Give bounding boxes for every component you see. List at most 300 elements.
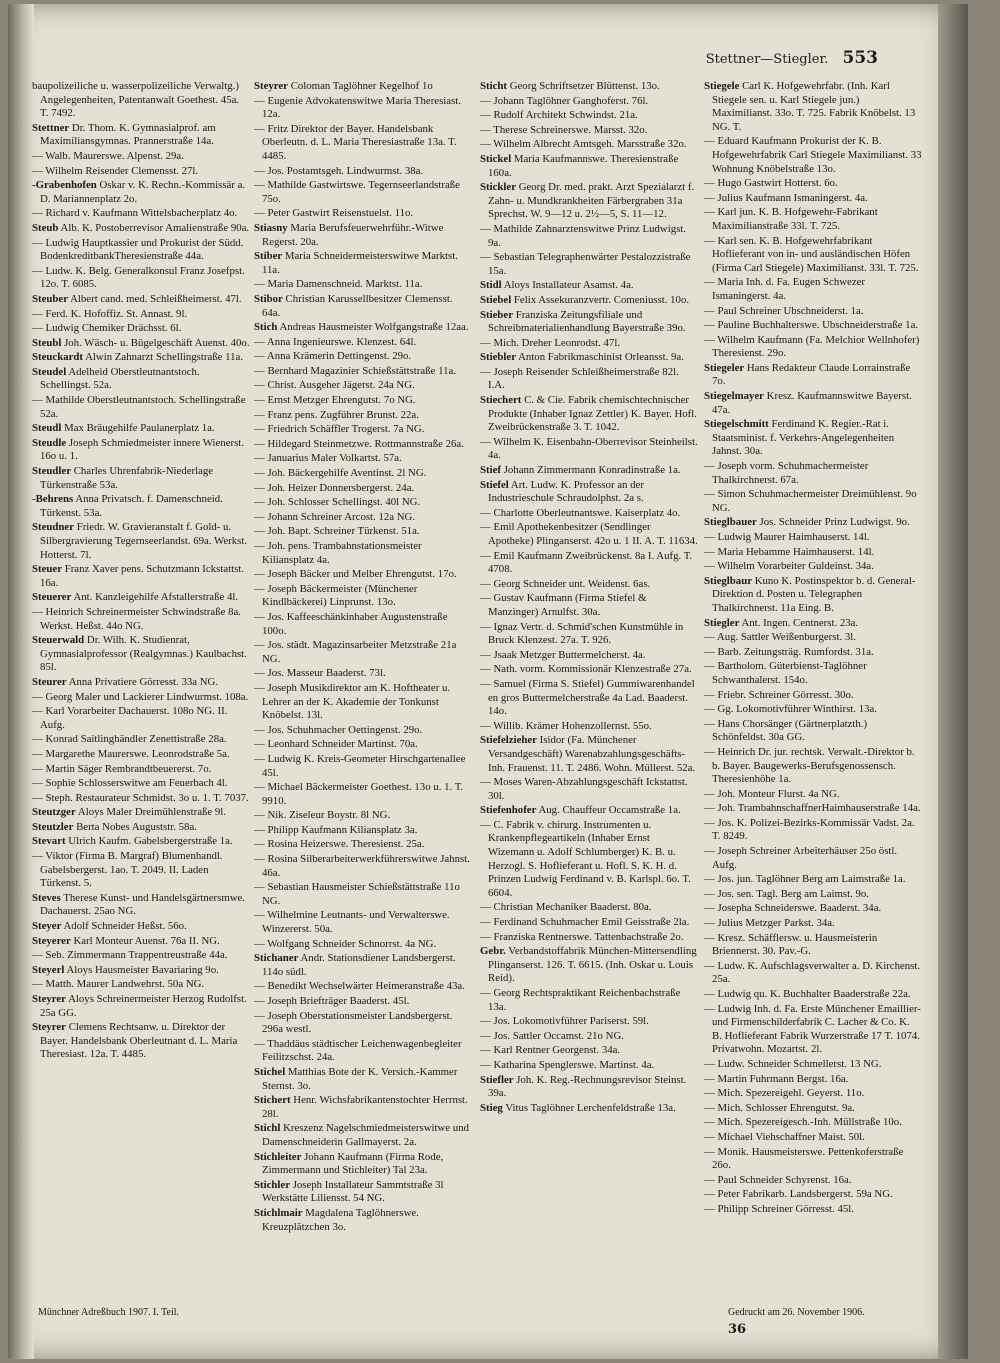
entry-text: — Willib. Krämer Hohenzollernst. 55o. (480, 719, 652, 732)
entry-text: — Jos. sen. Tagl. Berg am Laimst. 9o. (704, 887, 869, 900)
directory-entry (480, 394, 698, 435)
entry-text: Alwin Zahnarzt Schellingstraße 11a. (85, 351, 244, 364)
directory-entry (704, 703, 922, 717)
directory-entry (480, 366, 698, 393)
entry-text: — Josepha Schneiderswe. Baaderst. 34a. (704, 902, 882, 915)
directory-entry (254, 423, 472, 437)
entry-text: Franziska Zeitungsfiliale und Schreibmaterialienhandlung Bayerstraße 39o. (488, 308, 686, 335)
directory-entry (480, 138, 698, 152)
entry-surname: Steyrer (254, 80, 288, 92)
directory-entry (32, 676, 250, 690)
entry-text: — Hans Chorsänger (Gärtnerplatzth.) Schönfeldst. 30a GG. (704, 717, 868, 744)
directory-entry (704, 488, 922, 515)
entry-text: — Jos. Lokomotivführer Pariserst. 59l. (480, 1015, 649, 1028)
entry-text: Max Bräugehilfe Paulanerplatz 1a. (64, 422, 215, 435)
directory-entry (32, 850, 250, 891)
directory-entry (32, 322, 250, 336)
entry-text: — Wilhelm K. Eisenbahn-Oberrevisor Steinheilst. 4a. (480, 435, 698, 462)
entry-surname: Steurer (32, 675, 67, 688)
entry-text: — Julius Metzger Parkst. 34a. (704, 917, 835, 930)
directory-entry (32, 763, 250, 777)
directory-entry (704, 177, 922, 191)
entry-text: — Christ. Ausgeher Jägerst. 24a NG. (254, 379, 415, 392)
entry-text: Art. Ludw. K. Professor an der Industrieschule Schraudolphst. 2a s. (488, 478, 644, 505)
entry-text: — Maria Hebamme Haimhauserst. 14l. (704, 545, 875, 558)
entry-surname: Stief (480, 464, 501, 477)
directory-entry (480, 1059, 698, 1073)
entry-text: — Ludwig Inh. d. Fa. Erste Münchener Emaillier- und Firmenschilderfabrik C. Lacher & Co. K. B. Hoflieferant Fabrik Wurzerstraße 17 T. 1074. Privatwohn. Mozartst. 2l. (704, 1002, 921, 1056)
directory-entry (704, 689, 922, 703)
directory-entry (480, 181, 698, 222)
directory-entry (480, 819, 698, 901)
entry-text: Andr. Stationsdiener Landsbergerst. 114o südl. (262, 952, 456, 978)
directory-entry (704, 817, 922, 844)
directory-entry (32, 993, 250, 1020)
entry-text: — Maria Damenschneid. Marktst. 11a. (254, 278, 423, 291)
entry-surname: Stiegelmayer (704, 390, 764, 403)
directory-entry (32, 806, 250, 820)
directory-entry (32, 563, 250, 590)
directory-entry (32, 437, 250, 464)
entry-text: — Karl Rentner Georgenst. 34a. (480, 1044, 621, 1057)
directory-entry (254, 838, 472, 852)
entry-text: — Emil Kaufmann Zweibrückenst. 8a I. Aufg. T. 4708. (480, 549, 693, 576)
footer-print-date: Gedruckt am 26. November 1906. (728, 1307, 865, 1318)
entry-text: — Sophie Schlosserswitwe am Feuerbach 4l. (32, 777, 228, 790)
entry-surname: Stiegeler (704, 361, 745, 374)
directory-entry (704, 1146, 922, 1173)
entry-surname: Steyrer (32, 993, 66, 1005)
entry-text: — Bartholom. Güterbienst-Taglöhner Schwanthalerst. 154o. (704, 660, 867, 686)
directory-entry (254, 179, 472, 206)
directory-entry (254, 724, 472, 738)
directory-entry (32, 293, 250, 307)
directory-entry (254, 667, 472, 681)
entry-text: Karl Monteur Auenst. 76a II. NG. (73, 934, 220, 947)
entry-text: — Ludwig Chemiker Drächsst. 6l. (32, 322, 182, 335)
directory-entry (32, 733, 250, 747)
directory-entry (254, 1010, 472, 1037)
entry-surname: Steyrer (32, 1021, 66, 1034)
directory-entry (704, 80, 922, 134)
directory-entry (480, 621, 698, 648)
directory-entry (32, 179, 250, 206)
directory-entry (480, 578, 698, 592)
directory-entry (480, 720, 698, 734)
directory-entry (32, 920, 250, 934)
entry-text: — Wilhelm Albrecht Amtsgeh. Marsstraße 32o. (480, 138, 687, 151)
entry-text: — Benedikt Wechselwärter Heimeranstraße 43a. (254, 980, 465, 993)
entry-text: Matthias Bote der K. Versich.-Kammer Sternst. 3o. (262, 1065, 458, 1092)
entry-text: Maria Schneidermeisterswitwe Marktst. 11a. (262, 250, 458, 276)
entry-surname: Steuer (32, 563, 62, 576)
directory-entry (704, 276, 922, 303)
entry-text: — Seb. Zimmermann Trappentreustraße 44a. (32, 949, 228, 962)
entry-text: — Monik. Hausmeisterswe. Pettenkoferstraße 26o. (704, 1145, 904, 1172)
entry-text: — Mich. Schlosser Ehrengutst. 9a. (704, 1101, 855, 1114)
entry-text: Alb. K. Postoberrevisor Amalienstraße 90a. (60, 221, 250, 234)
entry-surname: Stich (254, 321, 278, 334)
directory-entry (32, 949, 250, 963)
directory-entry (32, 422, 250, 436)
directory-entry (704, 1131, 922, 1145)
entry-text: — Mathilde Zahnarztenswitwe Prinz Ludwigst. 9a. (480, 222, 686, 249)
entry-surname: Stichlmair (254, 1206, 303, 1219)
directory-entry (704, 516, 922, 530)
entry-text: Berta Nobes Auguststr. 58a. (76, 820, 197, 833)
entry-text: — Ferdinand Schuhmacher Emil Geisstraße 2la. (480, 916, 690, 929)
directory-entry (254, 452, 472, 466)
entry-text: — Peter Fabrikarb. Landsbergerst. 59a NG. (704, 1188, 893, 1201)
directory-entry (254, 394, 472, 408)
directory-entry (480, 109, 698, 123)
directory-entry (32, 465, 250, 492)
entry-text: — Januarius Maler Volkartst. 57a. (254, 452, 402, 465)
entry-text: Joseph Schmiedmeister innere Wienerst. 16o u. 1. (40, 436, 244, 463)
directory-entry (704, 788, 922, 802)
entry-text: — Franziska Rentnerswe. Tattenbachstraße 2o. (480, 930, 684, 943)
directory-entry (32, 835, 250, 849)
directory-entry (254, 1207, 472, 1234)
entry-surname: Steudner (32, 521, 74, 534)
directory-entry (704, 531, 922, 545)
directory-entry (480, 550, 698, 577)
entry-text: Ulrich Kaufm. Gabelsbergerstraße 1a. (68, 835, 233, 848)
entry-text: — Kresz. Schäfflersw. u. Hausmeisterin Briennerst. 30. Pav.-G. (704, 931, 878, 958)
column-1 (32, 80, 250, 1063)
column-3 (480, 80, 698, 1116)
entry-text: — Ernst Metzger Ehrengutst. 7o NG. (254, 394, 416, 407)
directory-entry (254, 95, 472, 122)
entry-text: — Christian Mechaniker Baaderst. 80a. (480, 901, 652, 914)
directory-entry (32, 80, 250, 121)
book-gutter (8, 4, 34, 1359)
entry-text: Jos. Schneider Prinz Ludwigst. 9o. (759, 516, 910, 529)
entry-text: — Anna Krämerin Dettingenst. 29o. (254, 350, 412, 363)
directory-entry (704, 1003, 922, 1057)
entry-surname: Steudler (32, 465, 71, 478)
directory-entry (480, 309, 698, 336)
entry-surname: Steuerwald (32, 634, 85, 647)
entry-text: Therese Kunst- und Handelsgärtnersmwe. Dachauerst. 25ao NG. (40, 891, 246, 918)
entry-text: — Wolfgang Schneider Schnorrst. 4a NG. (254, 937, 437, 950)
entry-text: Kreszenz Nagelschmiedmeisterswitwe und Damenschneiderin Gallmayerst. 2a. (262, 1122, 469, 1148)
entry-text: — Joh. Schlosser Schellingst. 40l NG. (254, 496, 421, 509)
entry-text: — Karl jun. K. B. Hofgewehr-Fabrikant Maximilianstraße 33l. T. 725. (704, 206, 878, 232)
directory-entry (32, 308, 250, 322)
directory-entry (254, 639, 472, 666)
directory-entry (254, 207, 472, 221)
entry-surname: Steutzger (32, 806, 76, 819)
entry-text: — Pauline Buchhalterswe. Ubschneiderstraße 1a. (704, 319, 919, 332)
directory-entry (704, 362, 922, 389)
directory-entry (704, 660, 922, 687)
directory-entry (254, 409, 472, 423)
directory-entry (704, 1058, 922, 1072)
entry-surname: Stiber (254, 250, 283, 263)
directory-entry (704, 802, 922, 816)
directory-entry (480, 80, 698, 94)
entry-surname: Stiegler (704, 616, 740, 629)
directory-entry (254, 123, 472, 164)
directory-entry (480, 251, 698, 278)
directory-entry (704, 932, 922, 959)
entry-text: Adolf Schneider Heßst. 56o. (63, 920, 187, 933)
entry-text: Henr. Wichsfabrikantenstochter Herrnst. 28l. (262, 1094, 468, 1120)
entry-text: Kuno K. Postinspektor b. d. General-Direktion d. Posten u. Telegraphen Thalkirchnerst. 11a Eing. B. (712, 574, 916, 614)
entry-text: Aloys Schreinermeister Herzog Rudolfst. 25a GG. (40, 993, 247, 1019)
entry-text: Vitus Taglöhner Lerchenfeldstraße 13a. (505, 1101, 676, 1114)
entry-text: — Jos. Postamtsgeh. Lindwurmst. 38a. (254, 164, 424, 177)
directory-entry (480, 1102, 698, 1116)
directory-entry (704, 1188, 922, 1202)
entry-text: — Joseph vorm. Schuhmachermeister Thalkirchnerst. 67a. (704, 460, 869, 486)
entry-surname: Stiechert (480, 394, 522, 407)
directory-entry (254, 938, 472, 952)
entry-surname: Gebr. (480, 945, 506, 958)
directory-entry (480, 436, 698, 463)
directory-entry (480, 901, 698, 915)
directory-page (8, 4, 968, 1359)
entry-surname: Stieber (480, 308, 513, 321)
directory-entry (254, 611, 472, 638)
entry-text: Georg Schriftsetzer Blüttenst. 13o. (509, 80, 660, 92)
directory-entry (480, 1044, 698, 1058)
entry-surname: Stieg (480, 1101, 503, 1114)
entry-text: — Joseph Musikdirektor am K. Hoftheater u. Lehrer an der K. Akademie der Tonkunst Knöbelst. 13l. (254, 681, 451, 722)
directory-entry (480, 507, 698, 521)
entry-text: — Therese Schreinerswe. Marsst. 32o. (480, 123, 648, 136)
entry-text: Andreas Hausmeister Wolfgangstraße 12aa. (279, 321, 469, 334)
entry-text: — Eugenie Advokatenswitwe Maria Theresiast. 12a. (254, 94, 461, 121)
entry-text: Isidor (Fa. Münchener Versandgeschäft) Warenabzahlungsgeschäfts-Inh. Frauenst. 11. T. 2486. Wohn. Müllerst. 52a. (488, 734, 696, 774)
entry-text: — Joseph Bäckermeister (Münchener Kindlbäckerei) Linprunst. 13o. (254, 582, 418, 609)
directory-entry (254, 1122, 472, 1149)
entry-text: Aloys Hausmeister Bavariaring 9o. (66, 963, 219, 976)
directory-entry (704, 334, 922, 361)
directory-entry (32, 366, 250, 393)
directory-entry (254, 853, 472, 880)
directory-entry (32, 521, 250, 562)
entry-surname: Stibor (254, 292, 283, 305)
directory-entry (32, 821, 250, 835)
entry-text: Christian Karussellbesitzer Clemensst. 64a. (262, 292, 453, 319)
directory-entry (32, 493, 250, 520)
directory-entry (704, 560, 922, 574)
entry-text: — Ludwig K. Kreis-Geometer Hirschgartenallee 45l. (254, 752, 466, 779)
entry-surname: Steudl (32, 422, 62, 435)
entry-text: — Johann Taglöhner Ganghoferst. 76l. (480, 94, 649, 107)
directory-entry (254, 1179, 472, 1206)
entry-text: — Jos. K. Polizei-Bezirks-Kommissär Vadst. 2a. T. 8249. (704, 816, 915, 843)
directory-entry (32, 705, 250, 732)
directory-entry (254, 980, 472, 994)
entry-text: C. & Cie. Fabrik chemischtechnischer Produkte (Inhaber Ignaz Zettler) K. Bayer. Hofl. Zweibrückenstraße 3. T. 1042. (488, 394, 697, 434)
directory-entry (254, 293, 472, 320)
directory-entry (254, 278, 472, 292)
entry-text: — Maria Inh. d. Fa. Eugen Schwezer Ismaningerst. 4a. (704, 276, 866, 302)
entry-text: — Martin Fuhrmann Bergst. 16a. (704, 1072, 849, 1085)
entry-text: Joh. K. Reg.-Rechnungsrevisor Steinst. 39a. (488, 1073, 687, 1100)
entry-text: — Philipp Schreiner Görresst. 45l. (704, 1202, 854, 1215)
directory-entry (480, 734, 698, 775)
entry-surname: Stickel (480, 152, 512, 165)
entry-text: — Jos. städt. Magazinsarbeiter Metzstraße 21a NG. (254, 639, 457, 665)
directory-entry (254, 738, 472, 752)
directory-entry (32, 394, 250, 421)
entry-text: — Konrad Saitlinghändler Zenettistraße 28a. (32, 733, 227, 746)
directory-entry (480, 1030, 698, 1044)
entry-text: — Samuel (Firma S. Stiefel) Gummiwarenhandel en gros Buttermelcherstraße 4a Lad. Baaderst. 14o. (480, 677, 695, 718)
entry-surname: Stiasny (254, 221, 288, 234)
entry-surname: Stichler (254, 1178, 290, 1191)
directory-entry (254, 467, 472, 481)
sheet-signature: 36 (728, 1322, 747, 1337)
directory-entry (254, 540, 472, 567)
directory-entry (32, 691, 250, 705)
entry-surname: -Behrens (32, 493, 74, 506)
entry-text: — Nath. vorm. Kommissionär Klenzestraße 27a. (480, 663, 692, 676)
directory-entry (704, 390, 922, 417)
directory-entry (480, 153, 698, 180)
directory-entry (480, 95, 698, 109)
entry-text: Hans Redakteur Claude Lorrainstraße 7o. (712, 361, 911, 388)
entry-text: — Wilhelm Vorarbeiter Guldeinst. 34a. (704, 560, 874, 573)
entry-text: — Thaddäus städtischer Leichenwagenbegleiter Feilitzschst. 24a. (254, 1037, 462, 1064)
entry-surname: Steuckardt (32, 351, 83, 364)
entry-text: — Joh. Bapt. Schreiner Türkenst. 51a. (254, 525, 420, 538)
directory-entry (480, 776, 698, 803)
entry-surname: Steubl (32, 336, 62, 349)
entry-text: — Mathilde Oberstleutnantstoch. Schellingstraße 52a. (32, 394, 246, 420)
entry-text: — Joseph Oberstationsmeister Landsbergerst. 296a westl. (254, 1009, 453, 1036)
entry-text: — Charlotte Oberleutnantswe. Kaiserplatz 4o. (480, 506, 681, 519)
directory-entry (32, 1021, 250, 1062)
entry-text: — Rosina Silberarbeiterwerkführerswitwe Jahnst. 46a. (254, 853, 470, 879)
entry-text: — Viktor (Firma B. Margraf) Blumenhandl. Gabelsbergerst. 1ao. T. 2049. II. Laden Türkenst. 5. (32, 850, 223, 890)
directory-entry (254, 350, 472, 364)
column-4 (704, 80, 922, 1218)
entry-text: — Heinrich Dr. jur. rechtsk. Verwalt.-Direktor b. b. Bayer. Baugewerks-Berufsgenossensch. Theresienhöhe 1a. (704, 745, 915, 786)
directory-entry (32, 892, 250, 919)
entry-surname: Stevart (32, 835, 66, 848)
entry-text: — Matth. Maurer Landwehrst. 50a NG. (32, 978, 205, 991)
directory-entry (254, 1066, 472, 1093)
directory-entry (32, 606, 250, 633)
entry-surname: Stiefel (480, 478, 509, 491)
entry-text: — Sebastian Telegraphenwärter Pestalozzistraße 15a. (480, 251, 691, 277)
entry-surname: Sticht (480, 80, 507, 92)
page-edge (938, 4, 968, 1359)
directory-entry (32, 222, 250, 236)
entry-text: — Jos. Masseur Baaderst. 73l. (254, 667, 386, 680)
directory-entry (704, 845, 922, 872)
entry-text: Georg Dr. med. prakt. Arzt Spezialarzt f. Zahn- u. Mundkrankheiten Färbergraben 31a Sprechst. W. 9—12 u. 2½—5, S. 11—12. (488, 181, 695, 221)
entry-text: Anton Fabrikmaschinist Orleansst. 9a. (518, 351, 684, 364)
entry-text: — Jsaak Metzger Buttermelcherst. 4a. (480, 648, 646, 661)
entry-text: — Rosina Heizerswe. Theresienst. 25a. (254, 838, 425, 851)
entry-text: — Joseph Schreiner Arbeiterhäuser 25o östl. Aufg. (704, 845, 898, 871)
directory-entry (480, 1015, 698, 1029)
entry-text: — Joh. TrambahnschaffnerHaimhauserstraße 14a. (704, 802, 921, 815)
entry-text: — Jos. Kaffeeschänkinhaber Augustenstraße 100o. (254, 610, 448, 637)
entry-text: baupolizeiliche u. wasserpolizeiliche Verwaltg.) Angelegenheiten, Patentanwalt Goethest. 45a. T. 7492. (32, 80, 240, 120)
entry-text: — Heinrich Schreinermeister Schwindstraße 8a. Werkst. Heßst. 44o NG. (32, 605, 241, 632)
entry-text: — Ferd. K. Hofoffiz. St. Annast. 9l. (32, 307, 188, 320)
directory-entry (32, 351, 250, 365)
directory-entry (704, 546, 922, 560)
directory-entry (32, 964, 250, 978)
directory-entry (480, 521, 698, 548)
entry-text: — Jos. jun. Taglöhner Berg am Laimstraße 1a. (704, 873, 906, 886)
entry-text: — Emil Apothekenbesitzer (Sendlinger Apotheke) Plinganserst. 42o u. 1 II. A. T. 11634. (480, 521, 698, 547)
entry-text: Franz Xaver pens. Schutzmann Ickstattst. 16a. (40, 563, 244, 589)
entry-text: Charles Uhrenfabrik-Niederlage Türkenstraße 53a. (40, 465, 214, 491)
entry-text: Oskar v. K. Rechn.-Kommissär a. D. Mariannenplatz 2o. (40, 179, 246, 205)
entry-surname: Steuerer (32, 591, 72, 604)
directory-entry (254, 496, 472, 510)
entry-text: — Georg Rechtspraktikant Reichenbachstraße 13a. (480, 987, 681, 1013)
entry-text: — Margarethe Maurerswe. Leonrodstraße 5a. (32, 747, 230, 760)
entry-text: Ant. Ingen. Centnerst. 23a. (741, 616, 859, 629)
directory-entry (254, 809, 472, 823)
entry-surname: Steudel (32, 365, 67, 378)
entry-text: — Bernhard Magazinier Schießstättstraße 11a. (254, 364, 456, 377)
entry-text: — Joseph Briefträger Baaderst. 45l. (254, 995, 410, 1007)
directory-entry (704, 206, 922, 233)
directory-entry (704, 617, 922, 631)
directory-entry (254, 1038, 472, 1065)
entry-surname: Stiegelschmitt (704, 418, 769, 431)
entry-surname: Steyerl (32, 963, 65, 976)
entry-surname: Stiebel (480, 293, 512, 306)
directory-entry (704, 988, 922, 1002)
directory-entry (704, 305, 922, 319)
entry-text: Johann Kaufmann (Firma Rode, Zimmermann und Stichleiter) Tal 23a. (262, 1150, 444, 1177)
directory-entry (254, 1151, 472, 1178)
entry-text: Joh. Wäsch- u. Bügelgeschäft Auenst. 40o. (64, 336, 250, 349)
entry-text: — Rudolf Architekt Schwindst. 21a. (480, 109, 638, 122)
directory-entry (480, 351, 698, 365)
entry-surname: Steyerer (32, 934, 71, 947)
entry-surname: Steudle (32, 436, 67, 449)
directory-entry (704, 902, 922, 916)
entry-text: Joseph Installateur Sammtstraße 3l Werkstätte Liliensst. 54 NG. (262, 1178, 444, 1205)
directory-entry (480, 464, 698, 478)
directory-entry (704, 135, 922, 176)
entry-surname: Stichl (254, 1122, 281, 1135)
directory-entry (32, 337, 250, 351)
directory-entry (480, 279, 698, 293)
running-title: Stettner—Stiegler. (705, 52, 829, 67)
directory-entry (254, 952, 472, 979)
entry-text: — Karl Vorarbeiter Dachauerst. 108o NG. II. Aufg. (32, 705, 228, 731)
directory-entry (32, 792, 250, 806)
directory-entry (704, 1087, 922, 1101)
directory-entry (704, 746, 922, 787)
page-header (278, 48, 878, 68)
entry-surname: Stickler (480, 181, 516, 194)
page-number: 553 (842, 48, 878, 68)
entry-text: — Joh. Bäckergehilfe Aventinst. 2l NG. (254, 467, 427, 480)
directory-entry (704, 1102, 922, 1116)
entry-surname: Steves (32, 891, 61, 904)
entry-text: — Moses Waren-Abzahlungsgeschäft Ickstattst. 30l. (480, 776, 688, 802)
directory-entry (480, 223, 698, 250)
directory-entry (32, 150, 250, 164)
entry-text: — Michael Viehschaffner Maist. 50l. (704, 1130, 865, 1143)
directory-entry (32, 237, 250, 264)
